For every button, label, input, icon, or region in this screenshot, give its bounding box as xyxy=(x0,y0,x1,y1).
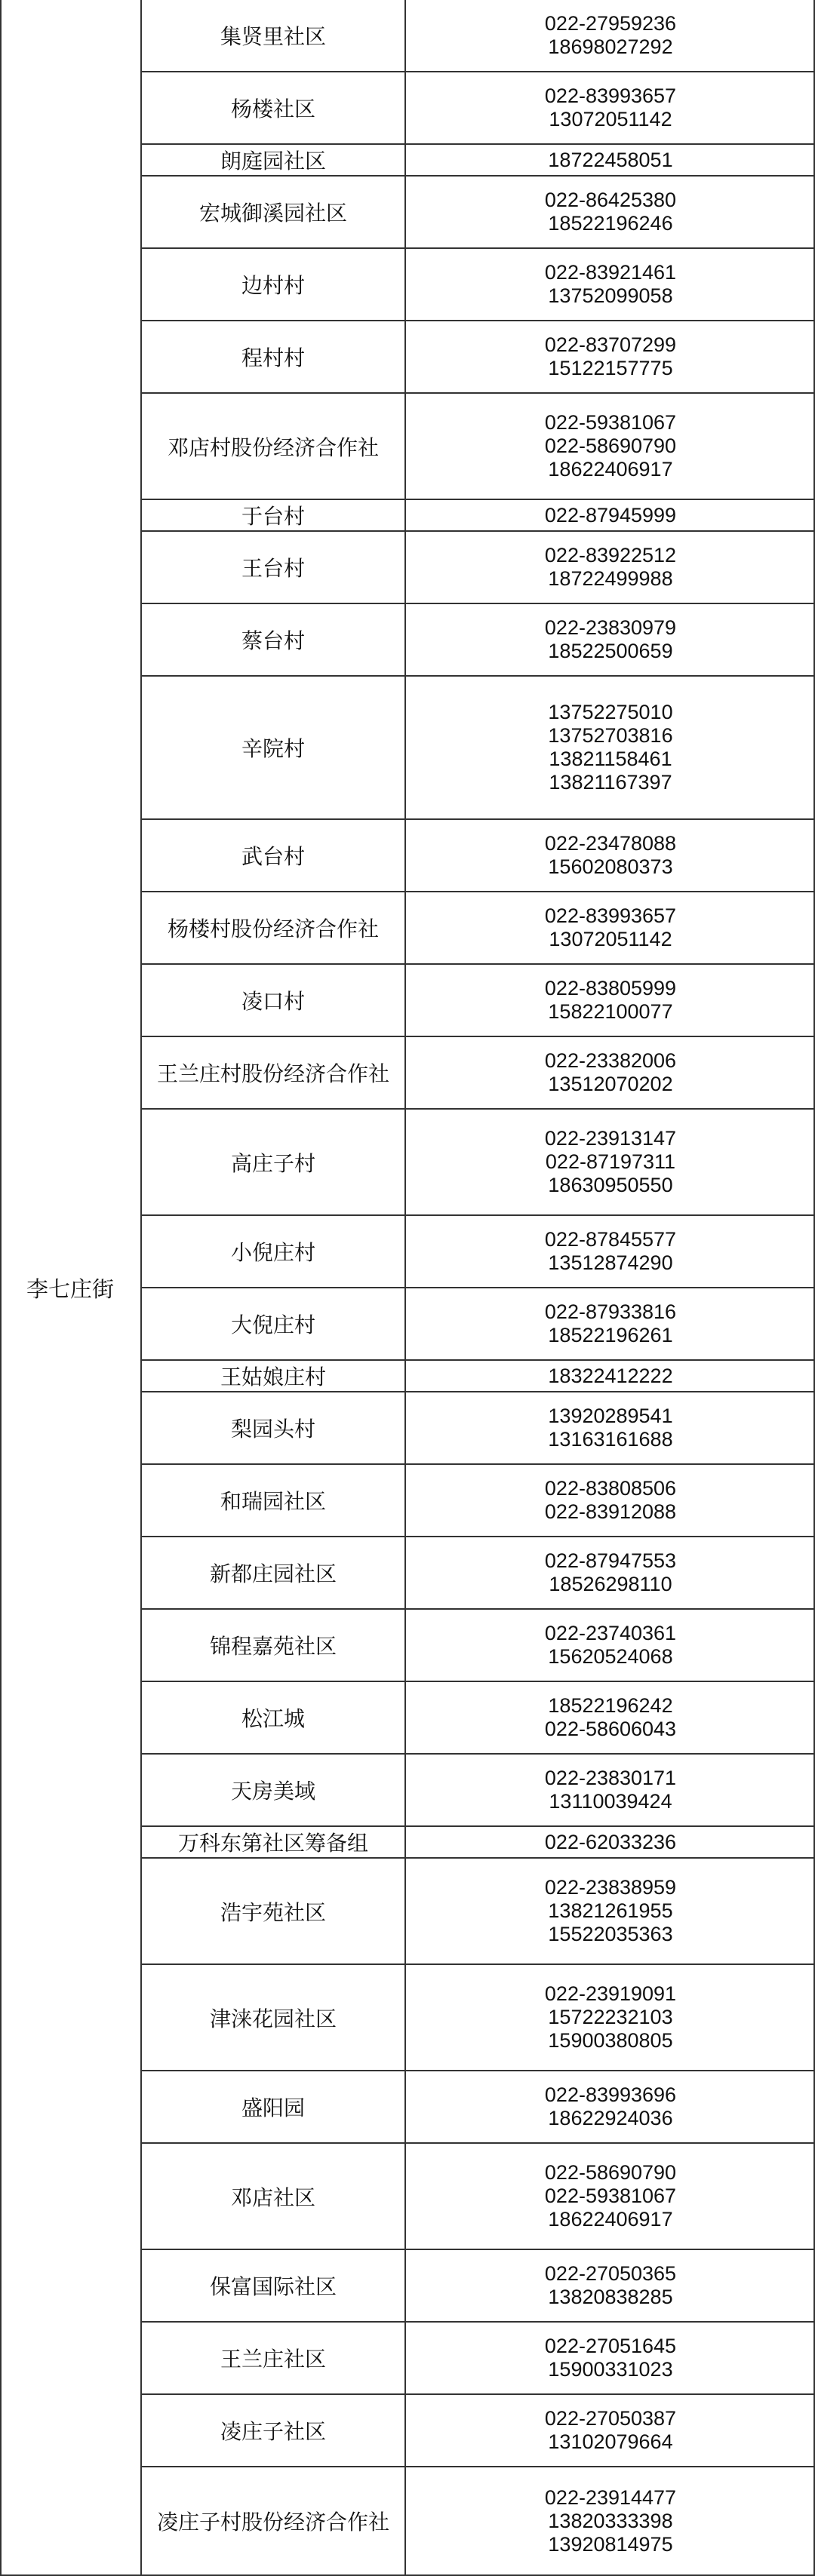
community-name: 边村村 xyxy=(142,249,406,320)
phone-number: 022-83993657 xyxy=(544,84,677,107)
phone-number: 022-23913147 xyxy=(544,1127,677,1150)
community-name: 朗庭园社区 xyxy=(142,145,406,175)
phone-number: 13752275010 xyxy=(548,701,673,723)
phone-list xyxy=(406,249,815,320)
community-name: 浩宇苑社区 xyxy=(142,1859,406,1963)
phone-list xyxy=(406,177,815,247)
phone-number: 022-83707299 xyxy=(544,333,677,356)
phone-number: 18522196246 xyxy=(548,212,673,235)
phone-number: 13072051142 xyxy=(549,928,672,950)
phone-number: 022-27050365 xyxy=(544,2262,677,2285)
phone-number: 13821261955 xyxy=(548,1899,673,1922)
community-name: 小倪庄村 xyxy=(142,1216,406,1287)
community-name: 宏城御溪园社区 xyxy=(142,177,406,247)
phone-list xyxy=(406,2144,815,2249)
phone-number: 13512070202 xyxy=(548,1073,673,1095)
phone-number: 022-58606043 xyxy=(544,1718,677,1740)
community-name: 保富国际社区 xyxy=(142,2250,406,2321)
table-row xyxy=(142,2467,815,2576)
table-row xyxy=(142,2144,815,2250)
community-name: 蔡台村 xyxy=(142,604,406,675)
community-name: 大倪庄村 xyxy=(142,1288,406,1359)
phone-list xyxy=(406,1755,815,1825)
phone-list xyxy=(406,892,815,963)
phone-number: 022-83922512 xyxy=(544,544,677,566)
phone-number: 15122157775 xyxy=(548,357,673,379)
community-name: 锦程嘉苑社区 xyxy=(142,1610,406,1681)
phone-number: 15822100077 xyxy=(548,1000,673,1023)
phone-number: 022-59381067 xyxy=(544,411,677,434)
community-name: 王兰庄社区 xyxy=(142,2323,406,2393)
community-name: 梨园头村 xyxy=(142,1392,406,1463)
phone-number: 022-83912088 xyxy=(544,1500,677,1523)
community-name: 新都庄园社区 xyxy=(142,1537,406,1608)
table-row xyxy=(142,0,815,72)
phone-number: 18630950550 xyxy=(548,1174,673,1196)
phone-number: 022-23382006 xyxy=(544,1049,677,1072)
community-name: 高庄子村 xyxy=(142,1110,406,1214)
table-row xyxy=(142,820,815,892)
table-row xyxy=(142,1037,815,1110)
phone-list xyxy=(406,1859,815,1963)
phone-number: 15522035363 xyxy=(548,1923,673,1945)
phone-list xyxy=(406,532,815,603)
phone-list xyxy=(406,1465,815,1536)
community-name: 王姑娘庄村 xyxy=(142,1361,406,1391)
phone-list xyxy=(406,1361,815,1391)
phone-number: 15722232103 xyxy=(548,2006,673,2028)
community-name: 程村村 xyxy=(142,321,406,392)
phone-number: 022-23914477 xyxy=(544,2485,677,2509)
table-row xyxy=(142,1537,815,1610)
phone-number: 18722458051 xyxy=(548,148,673,171)
street-cell xyxy=(0,0,142,2576)
phone-list xyxy=(406,604,815,675)
table-row xyxy=(142,1465,815,1537)
phone-list xyxy=(406,1110,815,1214)
phone-number: 022-23919091 xyxy=(544,1982,677,2005)
phone-list xyxy=(406,2467,815,2574)
table-row xyxy=(142,321,815,394)
community-name: 凌庄子村股份经济合作社 xyxy=(142,2467,406,2574)
phone-number: 13820838285 xyxy=(548,2286,673,2308)
phone-number: 18622406917 xyxy=(548,458,673,481)
phone-number: 18622406917 xyxy=(548,2208,673,2231)
phone-number: 13821158461 xyxy=(549,748,672,770)
phone-number: 022-83808506 xyxy=(544,1477,677,1500)
community-name: 和瑞园社区 xyxy=(142,1465,406,1536)
phone-number: 13821167397 xyxy=(549,771,672,794)
phone-list xyxy=(406,2071,815,2142)
community-name: 邓店社区 xyxy=(142,2144,406,2249)
phone-list xyxy=(406,500,815,530)
phone-number: 18526298110 xyxy=(549,1573,672,1595)
table-row xyxy=(142,1216,815,1288)
phone-list xyxy=(406,394,815,499)
table-row xyxy=(142,1610,815,1682)
phone-list xyxy=(406,1682,815,1753)
phone-number: 022-23740361 xyxy=(544,1622,677,1644)
community-name: 凌庄子社区 xyxy=(142,2395,406,2466)
phone-list xyxy=(406,2250,815,2321)
phone-number: 022-59381067 xyxy=(544,2185,677,2207)
table-row xyxy=(142,2323,815,2395)
phone-number: 18622924036 xyxy=(548,2107,673,2129)
phone-number: 022-86425380 xyxy=(544,189,677,211)
table-row xyxy=(142,394,815,500)
phone-number: 022-87947553 xyxy=(544,1549,677,1572)
table-row xyxy=(142,1110,815,1216)
phone-number: 022-83805999 xyxy=(544,977,677,999)
table-row xyxy=(142,892,815,965)
phone-number: 022-83993696 xyxy=(544,2083,677,2106)
community-name: 于台村 xyxy=(142,500,406,530)
community-name: 天房美域 xyxy=(142,1755,406,1825)
community-name: 王台村 xyxy=(142,532,406,603)
community-name: 盛阳园 xyxy=(142,2071,406,2142)
community-name: 王兰庄村股份经济合作社 xyxy=(142,1037,406,1108)
phone-number: 15620524068 xyxy=(548,1645,673,1668)
phone-list xyxy=(406,2395,815,2466)
phone-list xyxy=(406,1392,815,1463)
table-row xyxy=(142,2071,815,2144)
phone-number: 022-23838959 xyxy=(544,1876,677,1899)
phone-number: 022-58690790 xyxy=(544,2161,677,2184)
table-row xyxy=(142,965,815,1037)
table-row xyxy=(142,72,815,145)
phone-list xyxy=(406,965,815,1036)
phone-list xyxy=(406,1216,815,1287)
community-name: 杨楼村股份经济合作社 xyxy=(142,892,406,963)
community-name: 集贤里社区 xyxy=(142,0,406,71)
table-row xyxy=(142,177,815,249)
phone-number: 18722499988 xyxy=(548,567,673,590)
table-row xyxy=(142,145,815,177)
community-name: 万科东第社区筹备组 xyxy=(142,1827,406,1857)
community-name: 杨楼社区 xyxy=(142,72,406,143)
phone-number: 022-87845577 xyxy=(544,1228,677,1251)
phone-list xyxy=(406,0,815,71)
phone-number: 13163161688 xyxy=(548,1428,673,1451)
community-name: 凌口村 xyxy=(142,965,406,1036)
phone-number: 18522196261 xyxy=(548,1324,673,1346)
community-name: 松江城 xyxy=(142,1682,406,1753)
phone-number: 022-87197311 xyxy=(545,1150,676,1173)
table-row xyxy=(142,532,815,604)
street-name: 李七庄街 xyxy=(26,1278,114,1302)
phone-number: 022-87933816 xyxy=(544,1300,677,1323)
community-name: 邓店村股份经济合作社 xyxy=(142,394,406,499)
phone-number: 022-23830979 xyxy=(544,616,677,639)
table-row xyxy=(142,677,815,820)
table-row xyxy=(142,1288,815,1361)
table-row xyxy=(142,1755,815,1827)
table-row xyxy=(142,500,815,532)
table-row xyxy=(142,1965,815,2071)
table-row xyxy=(142,604,815,677)
phone-number: 022-27050387 xyxy=(544,2407,677,2430)
table-row xyxy=(142,1827,815,1859)
phone-number: 022-83921461 xyxy=(544,261,677,284)
table-row xyxy=(142,1682,815,1755)
phone-list xyxy=(406,1827,815,1857)
table-row xyxy=(142,249,815,321)
phone-list xyxy=(406,1965,815,2070)
table-row xyxy=(142,1361,815,1392)
phone-number: 15602080373 xyxy=(548,855,673,878)
phone-number: 022-27051645 xyxy=(544,2335,677,2357)
phone-list xyxy=(406,145,815,175)
phone-number: 13110039424 xyxy=(549,1790,672,1813)
phone-number: 18322412222 xyxy=(548,1364,673,1387)
phone-number: 13102079664 xyxy=(548,2430,673,2453)
community-name: 武台村 xyxy=(142,820,406,891)
phone-list xyxy=(406,72,815,143)
phone-number: 15900331023 xyxy=(548,2358,673,2381)
phone-list xyxy=(406,677,815,818)
phone-number: 13072051142 xyxy=(549,108,672,130)
phone-number: 18698027292 xyxy=(548,35,673,58)
phone-number: 13512874290 xyxy=(548,1251,673,1274)
phone-number: 022-23478088 xyxy=(544,832,677,855)
phone-number: 022-58690790 xyxy=(544,434,677,457)
phone-number: 13752099058 xyxy=(548,284,673,307)
phone-number: 022-27959236 xyxy=(544,12,677,35)
phone-number: 18522500659 xyxy=(548,640,673,662)
phone-number: 022-23830171 xyxy=(544,1767,677,1789)
table-row xyxy=(142,1859,815,1965)
phone-list xyxy=(406,1610,815,1681)
phone-list xyxy=(406,1288,815,1359)
phone-number: 13920289541 xyxy=(548,1405,673,1427)
phone-list xyxy=(406,1037,815,1108)
phone-number: 18522196242 xyxy=(548,1694,673,1717)
table-row xyxy=(142,2395,815,2467)
phone-number: 15900380805 xyxy=(548,2029,673,2052)
phone-number: 13820333398 xyxy=(548,2509,673,2532)
community-name: 津涞花园社区 xyxy=(142,1965,406,2070)
community-name: 辛院村 xyxy=(142,677,406,818)
phone-number: 13752703816 xyxy=(548,724,673,747)
phone-list xyxy=(406,820,815,891)
phone-list xyxy=(406,1537,815,1608)
table-row xyxy=(142,1392,815,1465)
table-row xyxy=(142,2250,815,2323)
phone-list xyxy=(406,2323,815,2393)
phone-list xyxy=(406,321,815,392)
phone-number: 022-87945999 xyxy=(544,503,677,527)
phone-number: 022-62033236 xyxy=(544,1830,677,1853)
phone-number: 022-83993657 xyxy=(544,904,677,927)
phone-number: 13920814975 xyxy=(548,2532,673,2556)
